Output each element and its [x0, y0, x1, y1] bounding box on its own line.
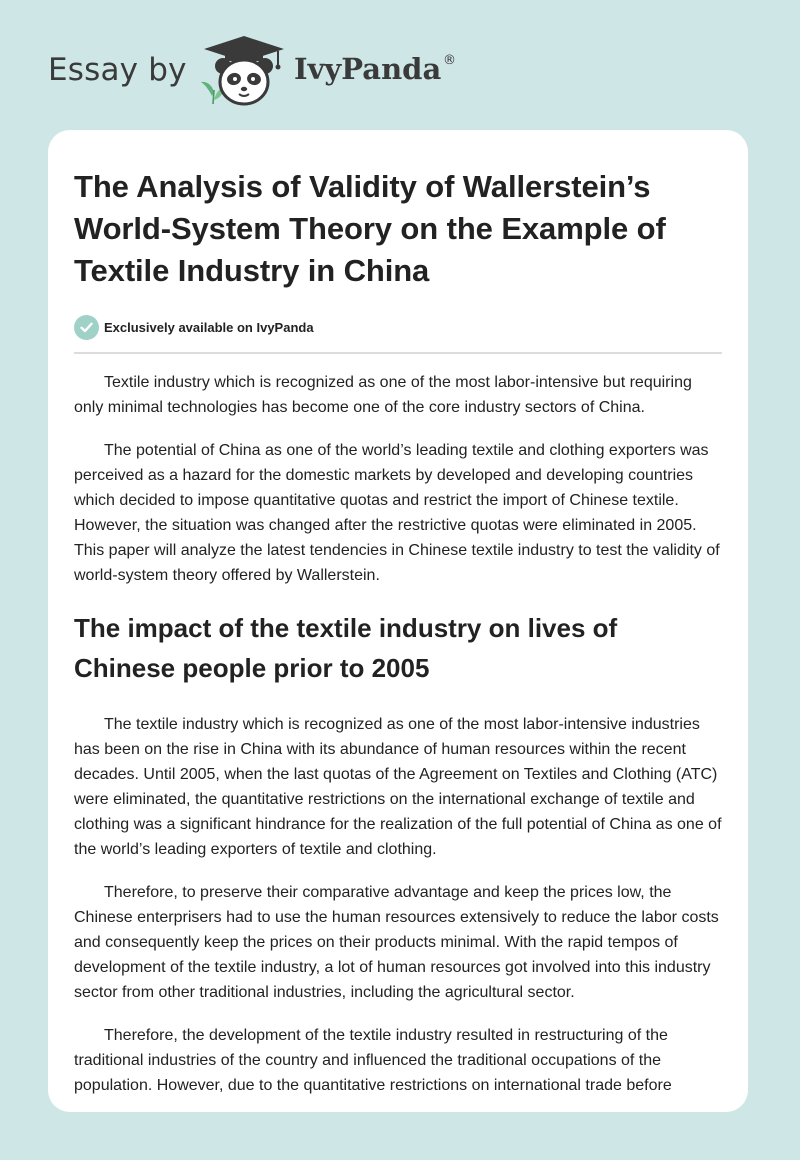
- brand-prefix: Essay by: [48, 52, 187, 88]
- article-card: [48, 130, 748, 1112]
- intro-paragraph-1: Textile industry which is recognized as one of the most labor-intensive but requiring only minimal technologies has become one of the core industry sectors of China.: [74, 374, 692, 416]
- exclusive-badge-label: Exclusively available on IvyPanda: [104, 319, 314, 335]
- section-heading: The impact of the textile industry on lives of Chinese people prior to 2005: [74, 613, 618, 683]
- exclusive-badge: [74, 314, 722, 340]
- site-header: [0, 0, 800, 130]
- brand-name[interactable]: IvyPanda: [294, 52, 442, 86]
- intro-paragraph-2: The potential of China as one of the world’s leading textile and clothing exporters was perceived as a hazard for the domestic markets by developed and developing countries which decided to impose quantitative quotas and restrict the import of Chinese textile. However, the situation was changed after the restrictive quotas were eliminated in 2005. This paper will analyze the latest tendencies in Chinese textile industry to test the validity of world-system theory offered by Wallerstein.: [74, 442, 720, 584]
- section-paragraph-1: The textile industry which is recognized as one of the most labor-intensive industries has been on the rise in China with its abundance of human resources within the recent decades. Until 2005, when the last quotas of the Agreement on Textiles and Clothing (ATC) were eliminated, the quantitative restrictions on the international exchange of textile and clothing was a significant hindrance for the realization of the full potential of China as one of the world’s leading exporters of textile and clothing.: [74, 716, 722, 858]
- registered-mark: ®: [443, 53, 456, 68]
- title-divider: [74, 352, 722, 354]
- section-paragraph-3: Therefore, the development of the textile industry resulted in restructuring of the traditional industries of the country and influenced the traditional occupations of the population. However, due to the quantitative restrictions on international trade before: [74, 1027, 672, 1094]
- check-circle-icon: [74, 315, 99, 340]
- section-paragraph-2: Therefore, to preserve their comparative advantage and keep the prices low, the Chinese enterprisers had to use the human resources extensively to reduce the labor costs and consequently keep the prices on their products minimal. With the rapid tempos of development of the textile industry, a lot of human resources got involved into this industry sector from other traditional industries, including the agricultural sector.: [74, 884, 719, 1001]
- page-title: The Analysis of Validity of Wallerstein’s World-System Theory on the Example of Textile Industry in China: [74, 169, 666, 288]
- panda-graduate-icon[interactable]: [198, 34, 290, 110]
